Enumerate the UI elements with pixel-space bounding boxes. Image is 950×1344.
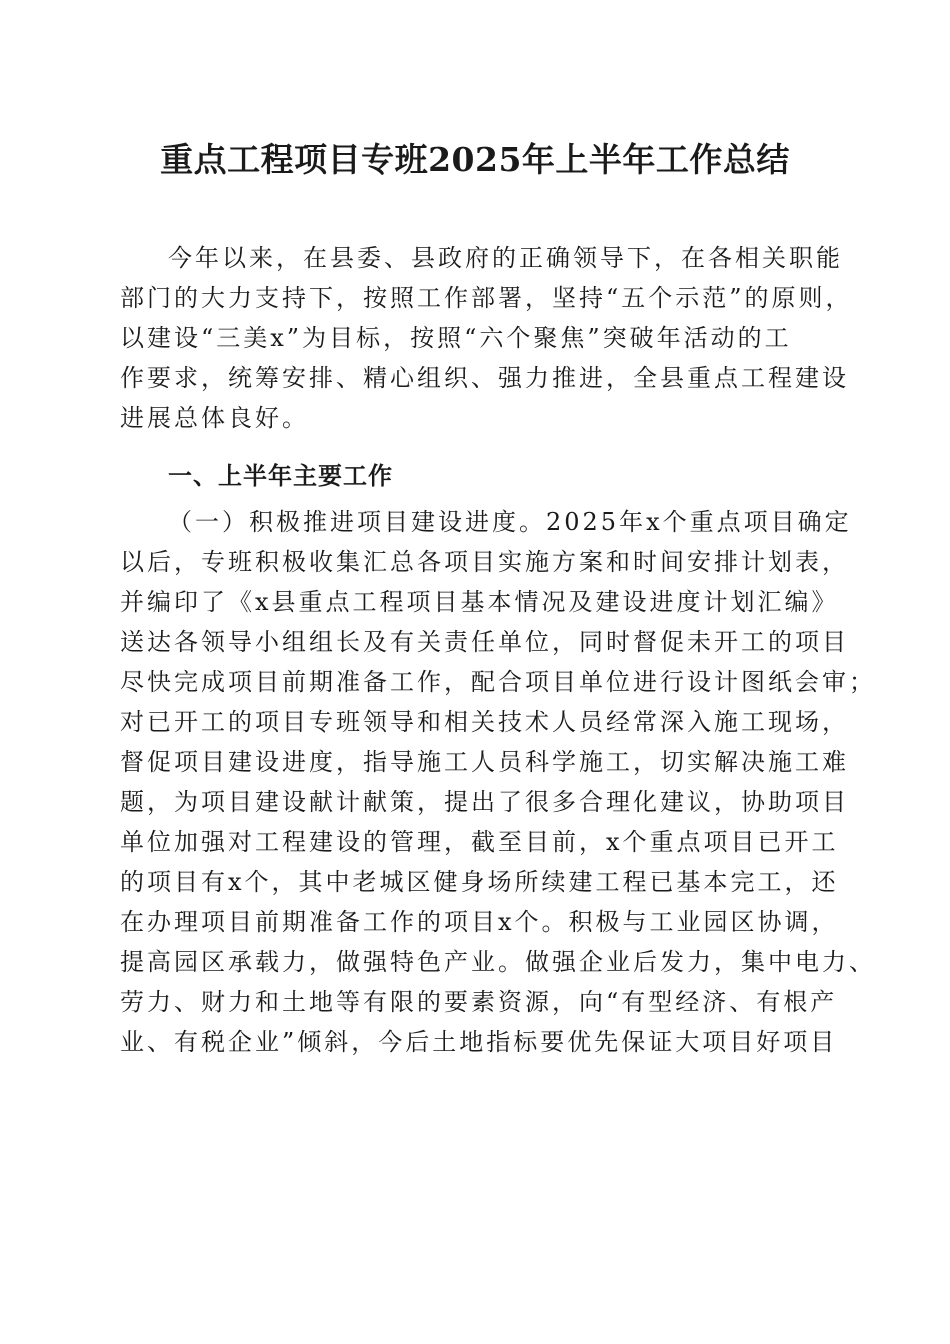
document-title: 重点工程项目专班2025年上半年工作总结	[160, 140, 790, 179]
paragraph-line: 督促项目建设进度，指导施工人员科学施工，切实解决施工难	[120, 748, 849, 776]
paragraph-line: 业、有税企业”倾斜，今后土地指标要优先保证大项目好项目	[120, 1028, 838, 1056]
paragraph-line: 的项目有x个，其中老城区健身场所续建工程已基本完工，还	[120, 868, 839, 896]
paragraph-line: 以建设“三美x”为目标，按照“六个聚焦”突破年活动的工	[120, 324, 792, 352]
paragraph-line: 今年以来，在县委、县政府的正确领导下，在各相关职能	[168, 244, 843, 272]
paragraph-line: 对已开工的项目专班领导和相关技术人员经常深入施工现场，	[120, 708, 849, 736]
paragraph-line: 并编印了《x县重点工程项目基本情况及建设进度计划汇编》	[120, 588, 839, 616]
paragraph-line: 作要求，统筹安排、精心组织、强力推进，全县重点工程建设	[120, 364, 849, 392]
paragraph-line: 题，为项目建设献计献策，提出了很多合理化建议，协助项目	[120, 788, 849, 816]
paragraph-line: 单位加强对工程建设的管理，截至目前，x个重点项目已开工	[120, 828, 839, 856]
section-heading: 一、上半年主要工作	[168, 462, 393, 490]
paragraph-line: 尽快完成项目前期准备工作，配合项目单位进行设计图纸会审；	[120, 668, 876, 696]
paragraph-line: 提高园区承载力，做强特色产业。做强企业后发力，集中电力、	[120, 948, 876, 976]
paragraph-line: 在办理项目前期准备工作的项目x个。积极与工业园区协调，	[120, 908, 839, 936]
paragraph-line: 送达各领导小组组长及有关责任单位，同时督促未开工的项目	[120, 628, 849, 656]
paragraph-line: 劳力、财力和土地等有限的要素资源，向“有型经济、有根产	[120, 988, 838, 1016]
paragraph-line: 以后，专班积极收集汇总各项目实施方案和时间安排计划表，	[120, 548, 849, 576]
paragraph-line: 进展总体良好。	[120, 404, 309, 432]
paragraph-line: 部门的大力支持下，按照工作部署，坚持“五个示范”的原则，	[120, 284, 853, 312]
paragraph-line: （一）积极推进项目建设进度。2025年x个重点项目确定	[168, 508, 852, 536]
